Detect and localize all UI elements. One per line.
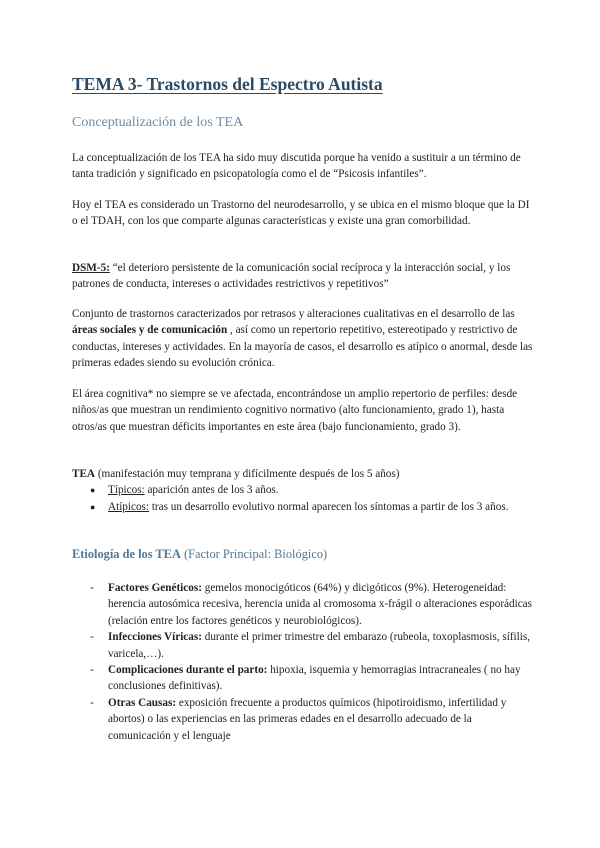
tea-type-list xyxy=(72,482,534,515)
dsm5-text: “el deterioro persistente de la comunicación social recíproca y la interacción social, y los patrones de conducta, intereses o actividades restrictivos y repetitivos” xyxy=(72,262,511,291)
definition-text-after: , así como un repertorio repetitivo, estereotipado y restrictivo de conductas, intereses y actividades. En la mayoría de casos, el desarrollo es atípico o anormal, desde las primeras edades siendo su evolución crónica. xyxy=(72,324,533,370)
dash-icon: - xyxy=(90,582,94,594)
paragraph-neurodevelopment: Hoy el TEA es considerado un Trastorno del neurodesarrollo, y se ubica en el mismo bloque que la DI o el TDAH, con los que comparte algunas características y existe una gran comorbilidad. xyxy=(72,199,530,228)
list-item-label: Atípicos: xyxy=(108,500,150,513)
dsm5-label: DSM-5: xyxy=(72,262,110,274)
factor-text: durante el primer trimestre del embarazo (rubeola, toxoplasmosis, sífilis, varicela,…). xyxy=(108,631,531,660)
paragraph-conceptualization: La conceptualización de los TEA ha sido muy discutida porque ha venido a sustituir a un término de tanta tradición y significado en psicopatología como el de “Psicosis infantiles”. xyxy=(72,152,521,181)
paragraph-cognitive-area: El área cognitiva* no siempre se ve afectada, encontrándose un amplio repertorio de perfiles: desde niños/as que muestran un rendimiento cognitivo normativo (alto funcionamiento, grado 1), hasta otros/as que muestran déficits importantes en este área (bajo funcionamiento, grado 3). xyxy=(72,388,518,433)
etiology-heading-rest: (Factor Principal: Biológico) xyxy=(180,547,328,561)
paragraph-definition xyxy=(72,306,534,372)
section-heading-etiology xyxy=(72,547,327,562)
factor-text: hipoxia, isquemia y hemorragias intracraneales ( no hay conclusiones definitivas). xyxy=(108,664,521,693)
paragraph-dsm5 xyxy=(72,260,534,293)
definition-text-before: Conjunto de trastornos caracterizados por retrasos y alteraciones cualitativas en el desarrollo de las xyxy=(72,308,515,320)
tea-block xyxy=(72,466,534,515)
definition-bold: áreas sociales y de comunicación xyxy=(72,324,228,337)
bullet-icon: ● xyxy=(90,485,96,496)
factor-list xyxy=(72,580,534,744)
factor-text: gemelos monocigóticos (64%) y dicigóticos (9%). Heterogeneidad: herencia autosómica recesiva, herencia unida al cromosoma x-frágil o alteraciones esporádicas (relación entre los factores genéticos y neurobiológicos). xyxy=(108,582,532,627)
page-title: TEMA 3- Trastornos del Espectro Autista xyxy=(72,74,383,94)
factor-label: Otras Causas: xyxy=(108,696,177,709)
list-item xyxy=(72,482,534,498)
bullet-icon: ● xyxy=(90,501,96,512)
dash-icon: - xyxy=(90,696,94,709)
list-item-text: tras un desarrollo evolutivo normal aparecen los síntomas a partir de los 3 años. xyxy=(149,500,509,513)
dash-icon: - xyxy=(90,664,94,677)
list-item xyxy=(72,695,534,744)
list-item xyxy=(72,662,534,695)
section-heading-conceptualization: Conceptualización de los TEA xyxy=(72,115,244,130)
factor-label: Infecciones Víricas: xyxy=(108,631,202,644)
factor-label: Factores Genéticos: xyxy=(108,582,202,594)
list-item-label: Típicos: xyxy=(108,484,145,497)
tea-intro xyxy=(72,466,534,482)
factor-label: Complicaciones durante el parto: xyxy=(108,664,268,677)
etiology-block xyxy=(72,580,534,744)
list-item xyxy=(72,499,534,515)
tea-intro-text: (manifestación muy temprana y difícilmente después de los 5 años) xyxy=(95,468,400,480)
etiology-heading-bold: Etiología de los TEA xyxy=(72,547,181,561)
list-item-text: aparición antes de los 3 años. xyxy=(144,484,279,497)
list-item xyxy=(72,580,534,629)
dash-icon: - xyxy=(90,631,94,644)
factor-text: exposición frecuente a productos químicos (hipotiroidismo, infertilidad y abortos) o las experiencias en las primeras edades en el desarrollo adecuado de la comunicación y el lenguaje xyxy=(108,696,507,742)
tea-label: TEA xyxy=(72,468,96,480)
list-item xyxy=(72,629,534,662)
